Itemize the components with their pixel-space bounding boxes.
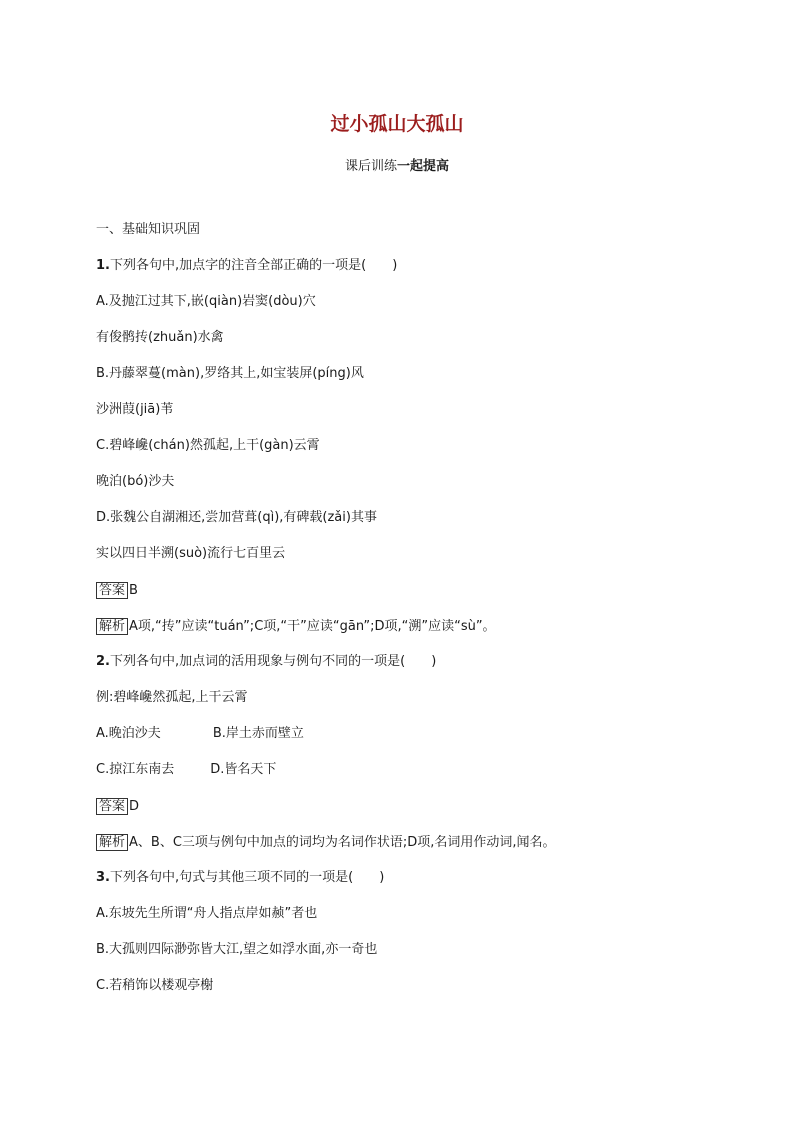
question-1-text: 下列各句中,加点字的注音全部正确的一项是( ) [109, 258, 398, 273]
analysis-tag: 解析 [96, 834, 128, 851]
answer-value: D [129, 799, 140, 814]
question-1-option-b-line2: 沙洲葭(jiā)苇 [96, 402, 174, 417]
section-heading: 一、基础知识巩固 [96, 222, 201, 237]
analysis-text: A项,“抟”应读“tuán”;C项,“干”应读“gān”;D项,“溯”应读“sù”。 [129, 619, 496, 634]
question-1-analysis [96, 618, 716, 654]
question-2-text: 下列各句中,加点词的活用现象与例句不同的一项是( ) [109, 654, 437, 669]
question-1-stem [96, 258, 716, 294]
question-2-stem [96, 654, 716, 690]
question-3-option-b: B.大孤则四际渺弥皆大江,望之如浮水面,亦一奇也 [96, 942, 378, 957]
question-1-number: 1. [96, 258, 110, 273]
subtitle-prefix: 课后训练 [344, 159, 397, 174]
question-2-number: 2. [96, 654, 110, 669]
question-1-option-a-line1: A.及抛江过其下,嵌(qiàn)岩窦(dòu)穴 [96, 294, 316, 309]
question-1-option-c-line1: C.碧峰巉(chán)然孤起,上干(gàn)云霄 [96, 438, 320, 453]
question-2-options-cd [96, 762, 716, 798]
question-3-option-a: A.东坡先生所谓“舟人指点岸如赪”者也 [96, 906, 318, 921]
document-content [96, 222, 716, 1014]
question-2-options-ab [96, 726, 716, 762]
subtitle-emphasis: 一起提高 [397, 159, 450, 174]
question-1-option-c-line2: 晚泊(bó)沙夫 [96, 474, 175, 489]
analysis-text: A、B、C三项与例句中加点的词均为名词作状语;D项,名词用作动词,闻名。 [129, 835, 556, 850]
question-2-example: 例:碧峰巉然孤起,上干云霄 [96, 690, 248, 705]
question-1-option-d-line2: 实以四日半溯(suò)流行七百里云 [96, 546, 286, 561]
answer-value: B [129, 583, 138, 598]
answer-tag: 答案 [96, 582, 128, 599]
question-1-option-b-line1: B.丹藤翠蔓(màn),罗络其上,如宝装屏(píng)风 [96, 366, 364, 381]
analysis-tag: 解析 [96, 618, 128, 635]
question-2-answer [96, 798, 716, 834]
question-2-analysis [96, 834, 716, 870]
answer-tag: 答案 [96, 798, 128, 815]
question-3-stem [96, 870, 716, 906]
question-2-option-b: B.岸土赤而壁立 [212, 726, 304, 741]
question-2-option-c: C.掠江东南去 [96, 762, 175, 777]
question-2-option-d: D.皆名天下 [210, 762, 277, 777]
page-title: 过小孤山大孤山 [330, 113, 464, 135]
question-3-number: 3. [96, 870, 110, 885]
question-2-option-a: A.晚泊沙夫 [96, 726, 161, 741]
question-1-option-d-line1: D.张魏公自湖湘还,尝加营葺(qì),有碑载(zǎi)其事 [96, 510, 377, 525]
question-3-text: 下列各句中,句式与其他三项不同的一项是( ) [109, 870, 385, 885]
question-3-option-c: C.若稍饰以楼观亭榭 [96, 978, 214, 993]
question-1-option-a-line2: 有俊鹘抟(zhuǎn)水禽 [96, 330, 224, 345]
page-subtitle [0, 155, 794, 174]
question-1-answer [96, 582, 716, 618]
